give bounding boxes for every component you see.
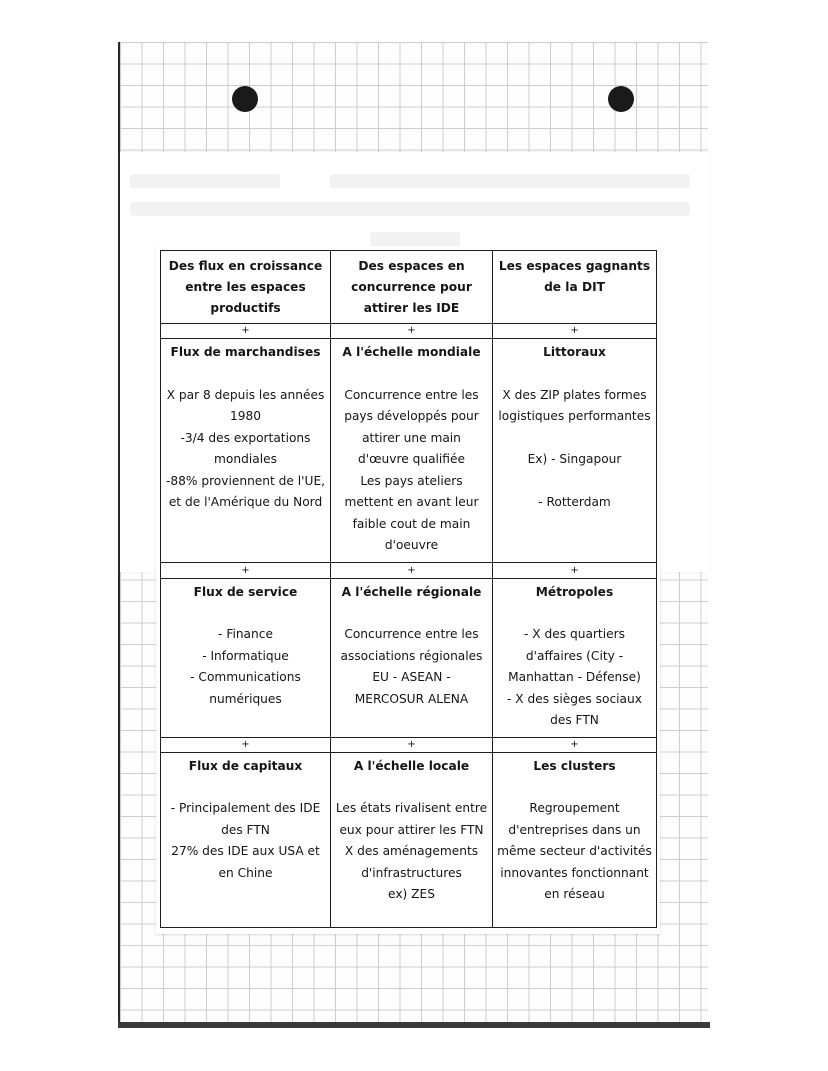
- column-header: Des espaces en concurrence pour attirer les IDE: [331, 251, 493, 324]
- cell-title: Les clusters: [533, 758, 616, 773]
- cell-line: - X des sièges sociaux des FTN: [507, 691, 642, 728]
- plus-sign: +: [161, 737, 331, 752]
- table-cell: [161, 752, 331, 927]
- cell-line: EU - ASEAN -: [372, 670, 451, 685]
- cell-line: 27% des IDE aux USA et en Chine: [171, 844, 320, 880]
- plus-sign: +: [331, 737, 493, 752]
- table-cell: [331, 339, 493, 563]
- cell-line: - Finance: [218, 627, 273, 642]
- cell-line: Concurrence entre les pays développés pour attirer une main d'œuvre qualifiée: [344, 387, 479, 467]
- summary-table-card: [156, 246, 660, 934]
- table-cell: [493, 752, 657, 927]
- table-cell: [161, 578, 331, 737]
- column-header: Des flux en croissance entre les espaces productifs: [161, 251, 331, 324]
- table-row: [161, 752, 657, 927]
- table-row: [161, 339, 657, 563]
- cell-line: - Rotterdam: [538, 495, 611, 510]
- cell-line: X des ZIP plates formes logistiques performantes: [498, 387, 651, 424]
- table-cell: [161, 339, 331, 563]
- cell-title: A l'échelle mondiale: [342, 345, 481, 360]
- scan-edge-bottom: [118, 1022, 710, 1028]
- cell-title: A l'échelle régionale: [341, 584, 482, 599]
- cell-line: Regroupement d'entreprises dans un même secteur d'activités innovantes fonctionnant en réseau: [497, 801, 652, 902]
- cell-line: X des aménagements d'infrastructures: [344, 844, 479, 880]
- plus-sign: +: [493, 563, 657, 578]
- binder-hole-left: [232, 86, 258, 112]
- plus-sign: +: [161, 563, 331, 578]
- column-header: Les espaces gagnants de la DIT: [493, 251, 657, 324]
- cell-title: Flux de marchandises: [170, 345, 321, 360]
- summary-table: [160, 250, 657, 928]
- cell-title: Métropoles: [535, 584, 614, 599]
- cell-title: A l'échelle locale: [353, 758, 470, 773]
- cell-line: Les états rivalisent entre eux pour attirer les FTN: [335, 801, 488, 837]
- cell-line: - X des quartiers d'affaires (City - Manhattan - Défense): [508, 627, 641, 685]
- header-row: [161, 251, 657, 324]
- cell-line: [497, 428, 652, 450]
- cell-line: MERCOSUR ALENA: [354, 691, 469, 706]
- cell-title: Flux de service: [193, 584, 298, 599]
- table-cell: [493, 339, 657, 563]
- cell-title: Flux de capitaux: [188, 758, 303, 773]
- cell-line: ex) ZES: [388, 887, 435, 902]
- cell-line: - Informatique: [202, 648, 289, 663]
- cell-line: Concurrence entre les associations régionales: [340, 627, 483, 663]
- plus-sign: +: [161, 323, 331, 338]
- table-row: [161, 578, 657, 737]
- table-cell: [493, 578, 657, 737]
- table-cell: [331, 578, 493, 737]
- plus-row: [161, 563, 657, 578]
- plus-sign: +: [493, 737, 657, 752]
- plus-sign: +: [493, 323, 657, 338]
- cell-line: Les pays ateliers mettent en avant leur faible cout de main d'oeuvre: [344, 473, 479, 553]
- table-cell: [331, 752, 493, 927]
- plus-row: [161, 737, 657, 752]
- plus-row: [161, 323, 657, 338]
- cell-line: Ex) - Singapour: [527, 452, 622, 467]
- cell-line: - Principalement des IDE des FTN: [170, 801, 321, 837]
- cell-line: -3/4 des exportations mondiales: [180, 430, 311, 467]
- plus-sign: +: [331, 563, 493, 578]
- cell-line: [497, 471, 652, 493]
- cell-line: - Communications numériques: [190, 670, 301, 706]
- cell-line: -88% proviennent de l'UE, et de l'Amérique du Nord: [165, 473, 326, 510]
- cell-title: Littoraux: [543, 345, 606, 360]
- binder-hole-right: [608, 86, 634, 112]
- cell-line: X par 8 depuis les années 1980: [166, 387, 325, 424]
- plus-sign: +: [331, 323, 493, 338]
